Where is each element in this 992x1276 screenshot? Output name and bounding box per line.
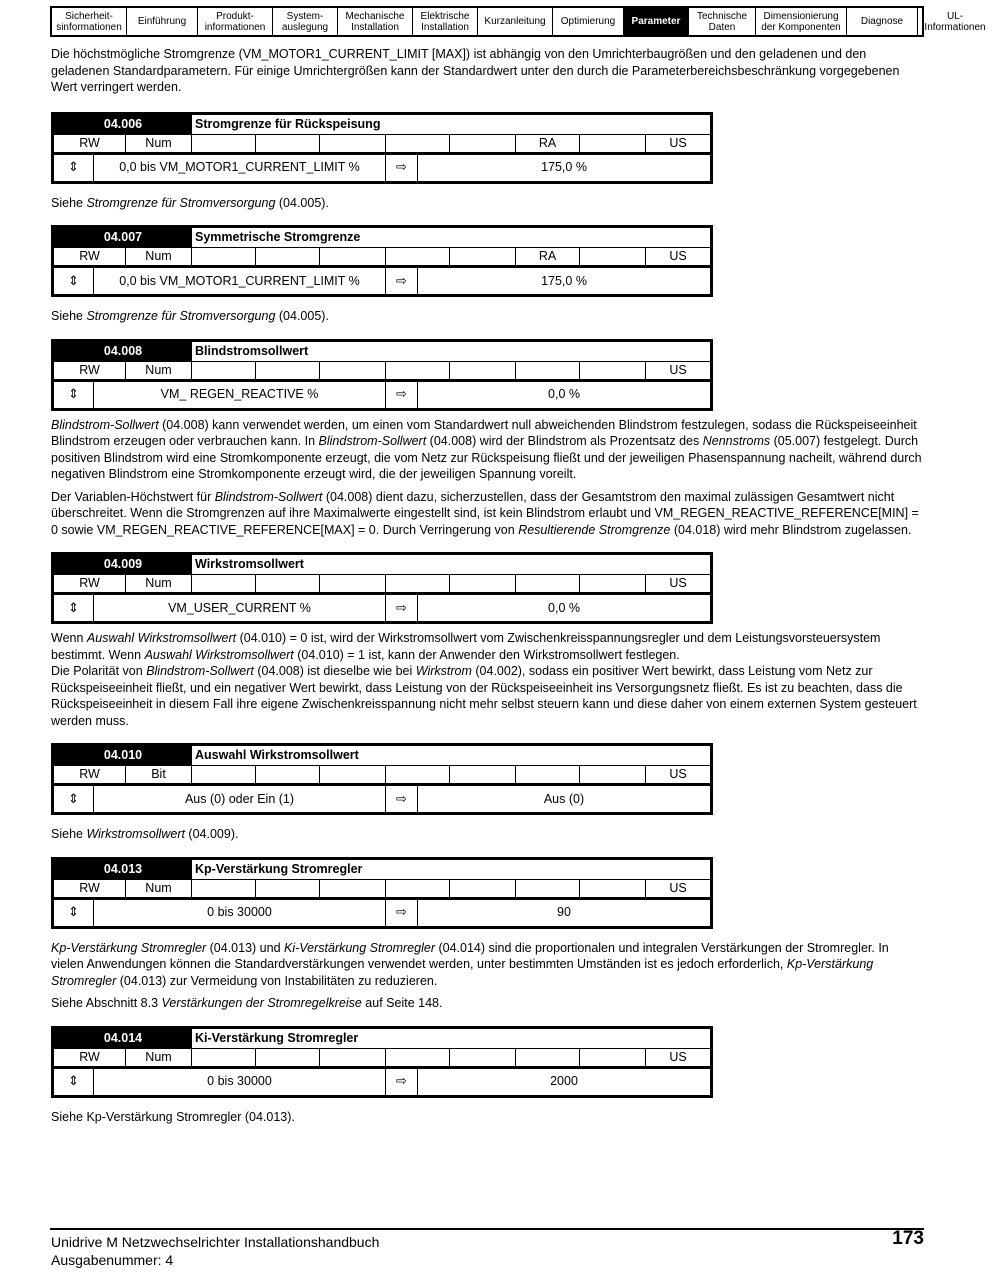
param-flag-cell <box>386 766 450 783</box>
param-flag-cell <box>320 1049 386 1066</box>
text-run: (04.008) kann verwendet werden, um einen vom Standardwert null abweichenden Blindstrom festzulegen, sodass die Rückspeiseeinheit Blindstrom erzeugen oder verbrauchen kann. In <box>51 417 917 448</box>
param-flag-cell <box>256 575 320 592</box>
italic-reference: Stromgrenze für Stromversorgung <box>86 195 276 210</box>
param-header-row <box>54 746 710 766</box>
italic-reference: Stromgrenze für Stromversorgung <box>86 309 276 323</box>
param-default: 0,0 % <box>548 600 580 615</box>
param-flag-cell <box>192 1049 256 1066</box>
param-flag-cell: Bit <box>126 766 192 783</box>
param-flag-cell <box>580 1049 646 1066</box>
note-paragraph <box>51 195 923 212</box>
param-flag-cell <box>580 135 646 152</box>
param-flag-cell: Num <box>126 880 192 897</box>
param-flag-cell <box>580 362 646 379</box>
param-flags-row <box>54 1049 710 1069</box>
param-flag-cell <box>386 880 450 897</box>
param-table <box>51 112 713 184</box>
bidirectional-arrow-icon: ⇕ <box>54 268 94 294</box>
param-name: Auswahl Wirkstromsollwert <box>195 748 359 763</box>
param-table <box>51 743 713 815</box>
param-flag-cell <box>516 362 580 379</box>
italic-reference: Auswahl Wirkstromsollwert <box>144 647 294 662</box>
param-value-row <box>54 1069 710 1095</box>
italic-reference: Kp-Verstärkung Stromregler <box>51 957 874 988</box>
footer-title: Unidrive M Netzwechselrichter Installationshandbuch <box>51 1234 380 1250</box>
param-flag-cell: RW <box>54 248 126 265</box>
param-number: 04.007 <box>54 228 192 247</box>
param-flag-cell: RA <box>516 135 580 152</box>
param-flag-cell <box>580 766 646 783</box>
param-flag-cell <box>450 1049 516 1066</box>
italic-reference: Blindstrom-Sollwert <box>214 489 323 504</box>
param-flag-cell <box>386 248 450 265</box>
param-table <box>51 857 713 929</box>
text-run: Siehe <box>51 827 87 841</box>
param-flag-cell: US <box>669 135 687 150</box>
param-header-row <box>54 860 710 880</box>
italic-reference: Ki-Verstärkung Stromregler <box>284 940 435 955</box>
footer-issue: Ausgabenummer: 4 <box>51 1252 174 1268</box>
param-flag-cell: US <box>669 362 687 377</box>
param-default: 175,0 % <box>541 273 587 288</box>
param-flag-cell <box>450 766 516 783</box>
param-flag-cell: US <box>669 767 687 782</box>
right-arrow-icon: ⇨ <box>386 595 418 621</box>
italic-reference: Kp-Verstärkung Stromregler <box>51 940 207 955</box>
intro-paragraph: Die höchstmögliche Stromgrenze (VM_MOTOR1_CURRENT_LIMIT [MAX]) ist abhängig von den Umrichterbaugrößen und den geladenen und den geladenen Standardparametern. Für einige Umrichtergrößen kann der Standardwert unter den durch die Parameterbereichsbeschränkung vorgegebenen Wert verringert werden. <box>51 47 900 94</box>
italic-reference: Nennstroms <box>702 434 771 448</box>
param-value-row <box>54 595 710 621</box>
param-flag-cell <box>516 575 580 592</box>
note-paragraph <box>51 489 923 539</box>
text-run: Die Polarität von <box>51 664 147 678</box>
param-flag-cell <box>320 135 386 152</box>
param-flag-cell: US <box>669 1049 687 1064</box>
param-header-row <box>54 115 710 135</box>
param-flags-row <box>54 575 710 595</box>
italic-reference: Blindstrom-Sollwert <box>318 434 427 448</box>
param-default: 2000 <box>550 1074 578 1089</box>
param-flags-row <box>54 362 710 382</box>
param-flag-cell <box>192 135 256 152</box>
page-content <box>51 46 923 1125</box>
param-flag-cell <box>192 766 256 783</box>
param-default: Aus (0) <box>543 791 585 806</box>
param-flag-cell <box>320 766 386 783</box>
text-run: (04.008) dient dazu, sicherzustellen, dass der Gesamtstrom den maximal zulässigen Gesamtwert nicht überschreitet. Wenn die Stromgrenzen auf ihre Maximalwerte eingestellt sind, ist kein Blindstrom erlaubt und VM_REGEN_REACTIVE_REFERENCE[MIN] = 0 sowie VM_REGEN_REACTIVE_REFERENCE[MAX] = 0. Durch Verringerung von <box>51 489 919 537</box>
text-run: auf Seite 148. <box>361 996 443 1010</box>
bidirectional-arrow-icon: ⇕ <box>54 155 94 181</box>
param-flag-cell <box>516 766 580 783</box>
param-flag-cell <box>320 362 386 379</box>
param-flag-cell <box>386 575 450 592</box>
param-flag-cell <box>192 248 256 265</box>
param-table <box>51 1026 713 1098</box>
text-run: (04.014) sind die proportionalen und integralen Verstärkungen der Stromregler. In vielen Anwendungen können die Standardverstärkungen verwendet werden, unter bestimmten Umständen ist es jedoch erforderlich, <box>51 940 889 971</box>
param-number: 04.006 <box>54 115 192 134</box>
param-range: Aus (0) oder Ein (1) <box>94 786 386 812</box>
param-flag-cell: RW <box>54 575 126 592</box>
text-run: (05.007) festgelegt. Durch positiven Blindstrom wird eine Stromkomponente erzeugt, die vom Netz zur Rückspeisung fließt und der jeweiligen Phasenspannung nacheilt, während durch negativen Blindstrom eine Stromkomponente erzeugt wird, die der jeweiligen Spannung voreilt. <box>51 434 922 481</box>
param-flag-cell: Num <box>126 575 192 592</box>
nav-tab[interactable]: Produkt- informationen <box>198 8 273 35</box>
param-default: 0,0 % <box>548 387 580 402</box>
italic-reference: Wirkstrom <box>415 664 472 678</box>
param-flag-cell <box>320 880 386 897</box>
bidirectional-arrow-icon: ⇕ <box>54 900 94 926</box>
nav-tab[interactable]: Mechanische Installation <box>338 8 413 35</box>
param-flag-cell <box>256 248 320 265</box>
param-name: Symmetrische Stromgrenze <box>195 230 361 245</box>
param-range: VM_USER_CURRENT % <box>94 595 386 621</box>
param-default: 175,0 % <box>541 160 587 175</box>
param-flag-cell <box>386 135 450 152</box>
bidirectional-arrow-icon: ⇕ <box>54 382 94 408</box>
param-flag-cell: RW <box>54 135 126 152</box>
param-number: 04.010 <box>54 746 192 765</box>
param-flag-cell <box>450 362 516 379</box>
param-flag-cell <box>516 880 580 897</box>
right-arrow-icon: ⇨ <box>386 900 418 926</box>
bidirectional-arrow-icon: ⇕ <box>54 786 94 812</box>
bidirectional-arrow-icon: ⇕ <box>54 1069 94 1095</box>
text-run: Wenn <box>51 631 87 645</box>
param-flag-cell: Num <box>126 1049 192 1066</box>
param-flags-row <box>54 135 710 155</box>
param-flag-cell <box>450 575 516 592</box>
text-run: (04.008) wird der Blindstrom als Prozentsatz des <box>426 434 703 448</box>
param-flag-cell: RW <box>54 1049 126 1066</box>
text-run: (04.013) und <box>206 940 284 955</box>
param-range: 0 bis 30000 <box>94 1069 386 1095</box>
nav-tab[interactable]: Kurzanleitung <box>478 8 553 35</box>
bidirectional-arrow-icon: ⇕ <box>54 595 94 621</box>
param-flag-cell <box>386 362 450 379</box>
param-number: 04.013 <box>54 860 192 879</box>
nav-tab[interactable]: Technische Daten <box>689 8 756 35</box>
right-arrow-icon: ⇨ <box>386 382 418 408</box>
param-flag-cell: US <box>669 880 687 895</box>
param-range: 0 bis 30000 <box>94 900 386 926</box>
param-flag-cell <box>192 575 256 592</box>
param-flag-cell: RW <box>54 362 126 379</box>
param-flags-row <box>54 880 710 900</box>
param-name: Blindstromsollwert <box>195 343 309 358</box>
text-run: (04.009). <box>184 827 239 841</box>
param-flag-cell: RA <box>516 248 580 265</box>
text-run: Siehe Abschnitt 8.3 <box>51 996 162 1010</box>
param-flag-cell <box>450 135 516 152</box>
param-value-row <box>54 155 710 181</box>
nav-tab[interactable]: System- auslegung <box>273 8 338 35</box>
param-name: Stromgrenze für Rückspeisung <box>195 116 381 131</box>
text-run: Siehe <box>51 195 87 210</box>
param-header-row <box>54 1029 710 1049</box>
text-run: Siehe <box>51 309 87 323</box>
param-flag-cell <box>580 248 646 265</box>
text-run: (04.010) = 0 ist, wird der Wirkstromsollwert vom Zwischenkreisspannungsregler und dem Leistungsvorsteuersystem bestimmt. Wenn <box>51 631 881 662</box>
param-range: 0,0 bis VM_MOTOR1_CURRENT_LIMIT % <box>94 155 386 181</box>
footer-rule <box>50 1228 924 1230</box>
param-number: 04.009 <box>54 555 192 574</box>
param-value-row <box>54 900 710 926</box>
param-flag-cell <box>256 135 320 152</box>
param-flag-cell <box>386 1049 450 1066</box>
note-paragraph <box>51 940 923 990</box>
italic-reference: Verstärkungen der Stromregelkreise <box>161 996 362 1010</box>
param-flag-cell: US <box>669 249 687 264</box>
param-flag-cell: RW <box>54 880 126 897</box>
param-header-row <box>54 342 710 362</box>
param-flag-cell <box>450 880 516 897</box>
param-flag-cell <box>192 880 256 897</box>
param-number: 04.008 <box>54 342 192 361</box>
param-flag-cell <box>192 362 256 379</box>
note-paragraph <box>51 308 923 325</box>
text-run: Der Variablen-Höchstwert für <box>51 489 215 504</box>
right-arrow-icon: ⇨ <box>386 155 418 181</box>
nav-tab[interactable]: Optimierung <box>553 8 624 35</box>
italic-reference: Resultierende Stromgrenze <box>518 522 671 537</box>
param-flag-cell <box>320 248 386 265</box>
right-arrow-icon: ⇨ <box>386 1069 418 1095</box>
note-paragraph <box>51 995 923 1012</box>
param-header-row <box>54 555 710 575</box>
page-number: 173 <box>892 1228 924 1249</box>
param-range: VM_ REGEN_REACTIVE % <box>94 382 386 408</box>
param-default: 90 <box>557 905 571 920</box>
right-arrow-icon: ⇨ <box>386 268 418 294</box>
param-flag-cell: US <box>669 576 687 591</box>
italic-reference: Auswahl Wirkstromsollwert <box>86 631 237 645</box>
italic-reference: Blindstrom-Sollwert <box>146 664 254 678</box>
nav-tab[interactable]: Diagnose <box>847 8 918 35</box>
param-header-row <box>54 228 710 248</box>
nav-tab[interactable]: Elektrische Installation <box>413 8 478 35</box>
note-paragraph <box>51 663 923 729</box>
param-flag-cell <box>320 575 386 592</box>
chapter-nav <box>50 6 986 37</box>
param-flag-cell <box>580 880 646 897</box>
param-flags-row <box>54 248 710 268</box>
text-run: (04.010) = 1 ist, kann der Anwender den Wirkstromsollwert festlegen. <box>293 647 680 662</box>
param-flag-cell <box>256 362 320 379</box>
italic-reference: Wirkstromsollwert <box>86 827 185 841</box>
param-table <box>51 339 713 411</box>
param-flag-cell <box>516 1049 580 1066</box>
param-range: 0,0 bis VM_MOTOR1_CURRENT_LIMIT % <box>94 268 386 294</box>
param-flag-cell: Num <box>126 362 192 379</box>
param-value-row <box>54 268 710 294</box>
param-name: Wirkstromsollwert <box>195 557 304 572</box>
nav-tab[interactable]: Parameter <box>624 8 689 35</box>
note-paragraph <box>51 826 923 843</box>
text-run: (04.005). <box>275 195 329 210</box>
param-flag-cell <box>450 248 516 265</box>
nav-tab[interactable]: UL- Informationen <box>924 10 986 33</box>
text-run: (04.008) ist dieselbe wie bei <box>253 664 416 678</box>
param-flag-cell <box>580 575 646 592</box>
footer-info <box>51 1233 379 1269</box>
nav-tab[interactable]: Einführung <box>127 8 198 35</box>
param-name: Kp-Verstärkung Stromregler <box>195 861 363 876</box>
nav-tab[interactable]: Sicherheit- sinformationen <box>52 8 127 35</box>
text-run: (04.018) wird mehr Blindstrom zugelassen. <box>670 522 912 537</box>
italic-reference: Blindstrom-Sollwert <box>51 417 159 432</box>
nav-tab[interactable]: Dimensionierung der Komponenten <box>756 8 847 35</box>
note-paragraph <box>51 630 923 663</box>
param-name: Ki-Verstärkung Stromregler <box>195 1030 359 1045</box>
param-flags-row <box>54 766 710 786</box>
param-flag-cell: Num <box>126 135 192 152</box>
param-number: 04.014 <box>54 1029 192 1048</box>
param-flag-cell: Num <box>126 248 192 265</box>
param-table <box>51 225 713 297</box>
right-arrow-icon: ⇨ <box>386 786 418 812</box>
text-run: (04.013) zur Vermeidung von Instabilitäten zu reduzieren. <box>116 973 438 988</box>
param-flag-cell <box>256 766 320 783</box>
text-run: (04.002), sodass ein positiver Wert bewirkt, dass Leistung vom Netz zur Rückspeiseeinheit fließt, und ein negativer Wert bewirkt, dass Leistung von der Rückspeiseeinheit ins Versorgungsnetz fließt. Es ist zu beachten, dass die Rückspeiseeinheit in diesem Fall ihre eigene Zwischenkreisspannung nicht mehr selbst steuern kann und diese daher von einem externen System gesteuert werden muss. <box>51 664 917 728</box>
param-flag-cell: RW <box>54 766 126 783</box>
param-value-row <box>54 382 710 408</box>
param-flag-cell <box>256 880 320 897</box>
text-run: (04.005). <box>275 309 329 323</box>
text-run: Siehe Kp-Verstärkung Stromregler (04.013). <box>51 1109 295 1124</box>
note-paragraph <box>51 1109 923 1126</box>
param-table <box>51 552 713 624</box>
param-flag-cell <box>256 1049 320 1066</box>
note-paragraph <box>51 417 923 483</box>
param-value-row <box>54 786 710 812</box>
